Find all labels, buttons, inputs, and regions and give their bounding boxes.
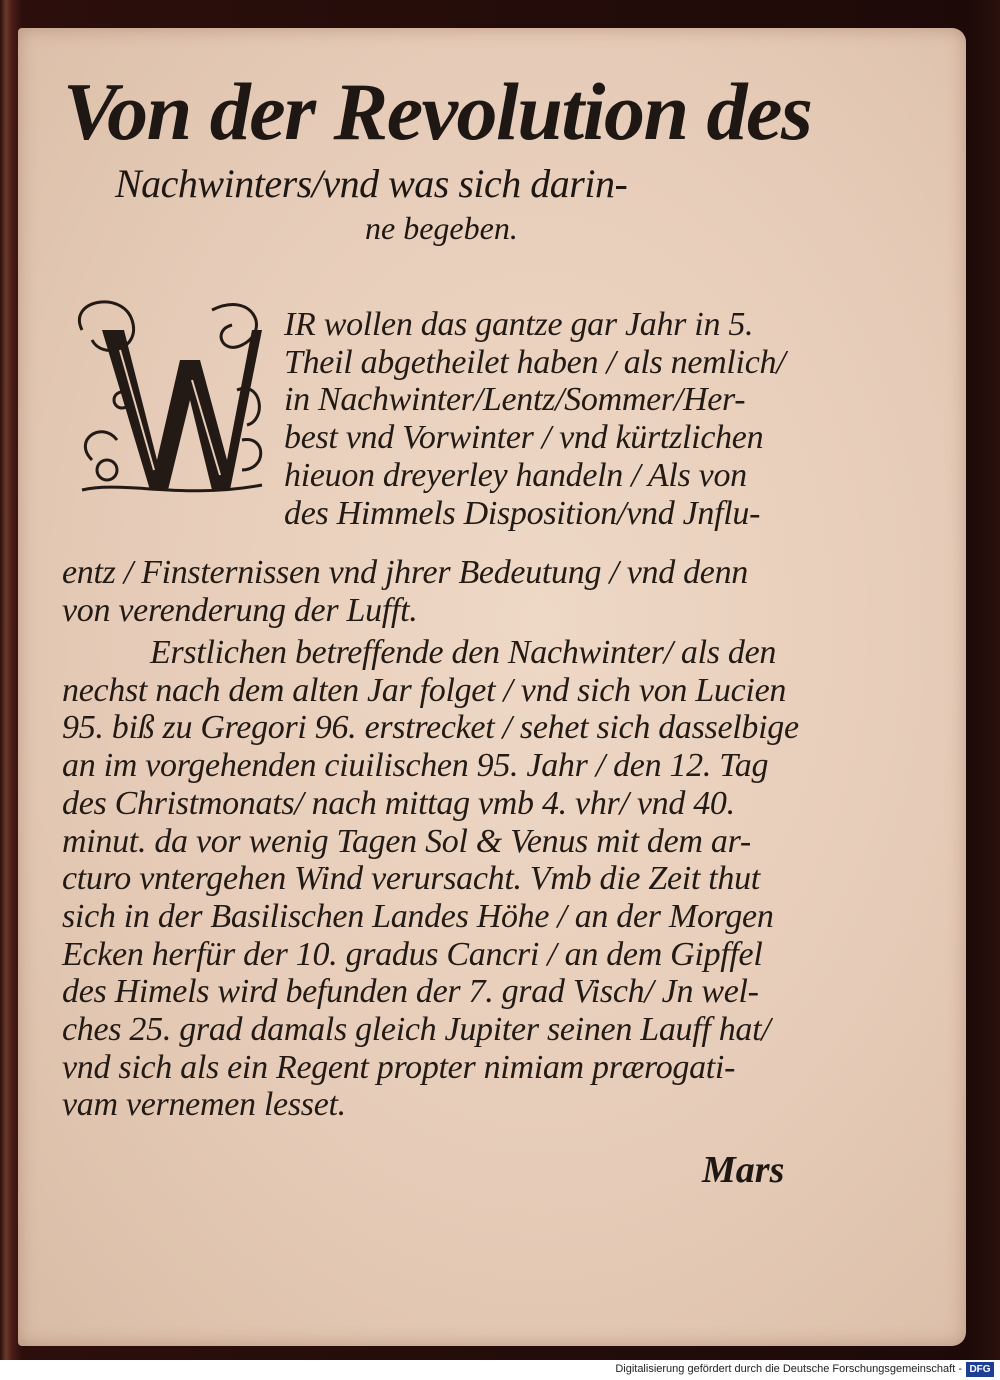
text-line: sich in der Basilischen Landes Höhe / an der Morgen: [62, 897, 774, 935]
text-line: hieuon dreyerley handeln / Als von: [284, 456, 747, 494]
text-line: 95. biß zu Gregori 96. erstrecket / sehet sich dasselbige: [62, 709, 799, 747]
text-line: in Nachwinter/Lentz/Sommer/Her-: [284, 381, 746, 419]
text-line: des Christmonats/ nach mittag vmb 4. vhr/ vnd 40.: [62, 784, 735, 822]
text-line: vnd sich als ein Regent propter nimiam prærogati-: [62, 1048, 736, 1086]
heading-title: Von der Revolution des: [63, 66, 812, 157]
chapter-heading: [63, 64, 923, 248]
paragraph2: [62, 634, 799, 1124]
heading-subtitle-line2: ne begeben.: [365, 210, 518, 246]
footer-bar: [0, 1360, 1000, 1380]
text-line: Erstlichen betreffende den Nachwinter/ als den: [150, 634, 777, 671]
catchword: Mars: [702, 1149, 785, 1191]
text-line: IR wollen das gantze gar Jahr in 5.: [284, 306, 754, 343]
funding-credit: Digitalisierung gefördert durch die Deutsche Forschungsgemeinschaft -: [615, 1363, 962, 1375]
text-line: cturo vntergehen Wind verursacht. Vmb die Zeit thut: [62, 860, 760, 898]
dfg-logo-icon: DFG: [966, 1362, 994, 1377]
text-line: des Himels wird befunden der 7. grad Visch/ Jn wel-: [62, 973, 759, 1011]
text-line: von verenderung der Lufft.: [62, 591, 418, 629]
text-line: Theil abgetheilet haben / als nemlich/: [284, 343, 786, 381]
paragraph1-continuation: [62, 554, 748, 629]
text-line: ches 25. grad damals gleich Jupiter seinen Lauff hat/: [62, 1011, 771, 1049]
text-line: Ecken herfür der 10. gradus Cancri / an dem Gipffel: [62, 935, 763, 973]
decorated-initial-w: [62, 275, 272, 510]
ornament-initial-icon: [62, 275, 272, 510]
text-line: vam vernemen lesset.: [62, 1086, 346, 1124]
text-line: minut. da vor wenig Tagen Sol & Venus mit dem ar-: [62, 822, 751, 860]
text-line: best vnd Vorwinter / vnd kürtzlichen: [284, 419, 764, 457]
text-line: des Himmels Disposition/vnd Jnflu-: [284, 494, 761, 532]
heading-subtitle-line1: Nachwinters/vnd was sich darin-: [115, 161, 628, 206]
text-line: an im vorgehenden ciuilischen 95. Jahr / den 12. Tag: [62, 747, 769, 785]
book-page: [18, 28, 966, 1346]
text-line: nechst nach dem alten Jar folget / vnd sich von Lucien: [62, 671, 787, 709]
svg-text:W: W: [62, 275, 79, 294]
text-line: entz / Finsternissen vnd jhrer Bedeutung / vnd denn: [62, 554, 748, 591]
paragraph1-indented: [284, 306, 785, 532]
